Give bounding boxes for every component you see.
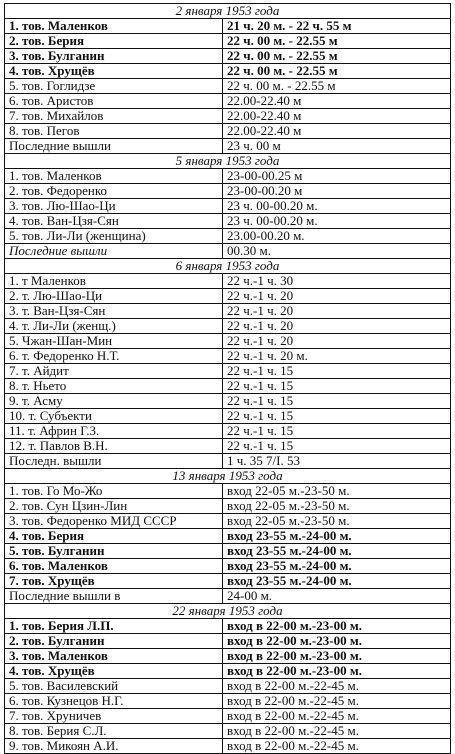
table-row [5,409,451,424]
visit-time-cell: вход 23-55 м.-24-00 м. [223,574,451,589]
visitor-name-cell: 9. тов. Микоян А.И. [5,739,223,754]
visit-time-cell: 23 ч. 00 м [223,139,451,154]
visitor-name-cell: 8. т. Ньето [5,379,223,394]
visit-time-cell: 22.00-22.40 м [223,124,451,139]
visit-time-cell: 23-00-00.20 м [223,184,451,199]
visit-time-cell: вход в 22-00 м.-23-00 м. [223,634,451,649]
visit-time-cell: 22 ч.-1 ч. 30 [223,274,451,289]
visit-time-cell: 22 ч. 00 м. - 22.55 м [223,34,451,49]
visit-time-cell: вход 22-05 м.-23-50 м. [223,484,451,499]
table-row [5,394,451,409]
visitor-name-cell: 12. т. Павлов В.Н. [5,439,223,454]
visit-time-cell: 22 ч.-1 ч. 15 [223,439,451,454]
table-row [5,49,451,64]
visit-time-cell: 23 ч. 00-00.20 м. [223,214,451,229]
visitor-name-cell: 2. тов. Булганин [5,634,223,649]
visitor-name-cell: Последн. вышли [5,454,223,469]
table-row [5,559,451,574]
visit-time-cell: вход 23-55 м.-24-00 м. [223,544,451,559]
table-row [5,454,451,469]
visitor-name-cell: Последние вышли в [5,589,223,604]
table-row [5,349,451,364]
visitor-name-cell: 2. тов. Сун Цзин-Лин [5,499,223,514]
date-header-row [5,469,451,484]
visit-time-cell: 23.00-00.20 м. [223,229,451,244]
visitor-name-cell: 2. тов. Берия [5,34,223,49]
visitor-name-cell: 8. тов. Пегов [5,124,223,139]
visitor-name-cell: 5. тов. Ли-Ли (женщина) [5,229,223,244]
visitor-name-cell: 4. тов. Хрущёв [5,664,223,679]
table-row [5,634,451,649]
date-header-row [5,259,451,274]
table-row [5,304,451,319]
visitor-name-cell: 5. Чжан-Шан-Мин [5,334,223,349]
table-row [5,424,451,439]
table-row [5,694,451,709]
visitor-name-cell: 1. т Маленков [5,274,223,289]
date-header: 2 января 1953 года [5,4,451,19]
visit-time-cell: 00.30 м. [223,244,451,259]
visit-time-cell: 23 ч. 00-00.20 м. [223,199,451,214]
table-row [5,109,451,124]
visit-time-cell: вход в 22-00 м.-23-00 м. [223,664,451,679]
table-row [5,484,451,499]
visit-time-cell: 22.00-22.40 м [223,94,451,109]
date-header-row [5,4,451,19]
visit-time-cell: вход в 22-00 м.-22-45 м. [223,709,451,724]
visitor-name-cell: 4. тов. Ван-Цзя-Сян [5,214,223,229]
visitor-name-cell: 4. т. Ли-Ли (женщ.) [5,319,223,334]
visit-time-cell: 23-00-00.25 м [223,169,451,184]
visitor-name-cell: Последние вышли [5,244,223,259]
visit-time-cell: 22.00-22.40 м [223,109,451,124]
visit-time-cell: 22 ч. 00 м. - 22.55 м [223,79,451,94]
visit-time-cell: вход 22-05 м.-23-50 м. [223,514,451,529]
table-row [5,544,451,559]
visitor-name-cell: Последние вышли [5,139,223,154]
visitor-name-cell: 10. т. Субъекти [5,409,223,424]
visitor-name-cell: 7. тов. Хруничев [5,709,223,724]
visit-time-cell: 22 ч.-1 ч. 15 [223,424,451,439]
visitor-name-cell: 7. т. Айдит [5,364,223,379]
table-row [5,334,451,349]
table-row [5,64,451,79]
table-row [5,739,451,754]
visit-time-cell: 22 ч.-1 ч. 15 [223,379,451,394]
visitor-name-cell: 6. тов. Аристов [5,94,223,109]
visitor-name-cell: 3. тов. Маленков [5,649,223,664]
visitor-name-cell: 3. тов. Федоренко МИД СССР [5,514,223,529]
visitor-name-cell: 5. тов. Василевский [5,679,223,694]
visit-time-cell: вход в 22-00 м.-22-45 м. [223,724,451,739]
date-header: 5 января 1953 года [5,154,451,169]
visit-time-cell: 22 ч.-1 ч. 15 [223,394,451,409]
visitor-log-table [4,3,451,754]
visit-time-cell: 22 ч.-1 ч. 20 [223,334,451,349]
visitor-name-cell: 1. тов. Маленков [5,169,223,184]
table-row [5,514,451,529]
table-row [5,619,451,634]
date-header-row [5,604,451,619]
table-row [5,199,451,214]
date-header-row [5,154,451,169]
visit-time-cell: вход 23-55 м.-24-00 м. [223,559,451,574]
visitor-name-cell: 7. тов. Хрущёв [5,574,223,589]
visit-time-cell: 22 ч. 00 м. - 22.55 м [223,49,451,64]
visit-time-cell: 22 ч.-1 ч. 20 м. [223,349,451,364]
table-row [5,439,451,454]
table-row [5,139,451,154]
table-row [5,19,451,34]
visit-time-cell: 1 ч. 35 7/I. 53 [223,454,451,469]
visit-time-cell: вход в 22-00 м.-22-45 м. [223,694,451,709]
visit-time-cell: 22 ч.-1 ч. 15 [223,364,451,379]
date-header: 22 января 1953 года [5,604,451,619]
table-row [5,289,451,304]
table-row [5,79,451,94]
visitor-name-cell: 6. т. Федоренко Н.Т. [5,349,223,364]
date-header: 13 января 1953 года [5,469,451,484]
table-row [5,244,451,259]
visitor-name-cell: 6. тов. Кузнецов Н.Г. [5,694,223,709]
visitor-name-cell: 11. т. Африн Г.З. [5,424,223,439]
table-row [5,319,451,334]
table-row [5,499,451,514]
visitor-name-cell: 2. т. Лю-Шао-Ци [5,289,223,304]
visitor-name-cell: 3. т. Ван-Цзя-Сян [5,304,223,319]
visit-time-cell: 21 ч. 20 м. - 22 ч. 55 м [223,19,451,34]
visitor-name-cell: 1. тов. Маленков [5,19,223,34]
table-row [5,529,451,544]
table-row [5,184,451,199]
visitor-name-cell: 4. тов. Берия [5,529,223,544]
visitor-name-cell: 5. тов. Гоглидзе [5,79,223,94]
visit-time-cell: 22 ч.-1 ч. 20 [223,289,451,304]
visitor-name-cell: 5. тов. Булганин [5,544,223,559]
table-row [5,649,451,664]
table-row [5,214,451,229]
visit-time-cell: вход в 22-00 м.-22-45 м. [223,679,451,694]
visit-time-cell: 22 ч.-1 ч. 20 [223,319,451,334]
table-row [5,169,451,184]
visit-time-cell: вход 23-55 м.-24-00 м. [223,529,451,544]
table-row [5,679,451,694]
visit-time-cell: вход 22-05 м.-23-50 м. [223,499,451,514]
table-row [5,589,451,604]
table-row [5,364,451,379]
visitor-name-cell: 1. тов. Берия Л.П. [5,619,223,634]
table-row [5,709,451,724]
table-row [5,94,451,109]
visit-time-cell: 22 ч.-1 ч. 20 [223,304,451,319]
table-row [5,724,451,739]
visitor-name-cell: 4. тов. Хрущёв [5,64,223,79]
table-row [5,664,451,679]
visit-time-cell: 22 ч.-1 ч. 15 [223,409,451,424]
table-row [5,379,451,394]
visitor-name-cell: 7. тов. Михайлов [5,109,223,124]
visitor-name-cell: 9. т. Асму [5,394,223,409]
visitor-name-cell: 6. тов. Маленков [5,559,223,574]
visit-time-cell: вход в 22-00 м.-23-00 м. [223,619,451,634]
visitor-name-cell: 3. тов. Лю-Шао-Ци [5,199,223,214]
visit-time-cell: вход в 22-00 м.-23-00 м. [223,649,451,664]
visitor-log-body [5,4,451,754]
table-row [5,229,451,244]
visitor-name-cell: 2. тов. Федоренко [5,184,223,199]
visit-time-cell: 22 ч. 00 м. - 22.55 м [223,64,451,79]
table-row [5,124,451,139]
visitor-name-cell: 3. тов. Булганин [5,49,223,64]
visit-time-cell: вход в 22-00 м.-22-45 м. [223,739,451,754]
visitor-name-cell: 8. тов. Берия С.Л. [5,724,223,739]
visit-time-cell: 24-00 м. [223,589,451,604]
date-header: 6 января 1953 года [5,259,451,274]
table-row [5,274,451,289]
table-row [5,34,451,49]
table-row [5,574,451,589]
visitor-name-cell: 1. тов. Го Мо-Жо [5,484,223,499]
